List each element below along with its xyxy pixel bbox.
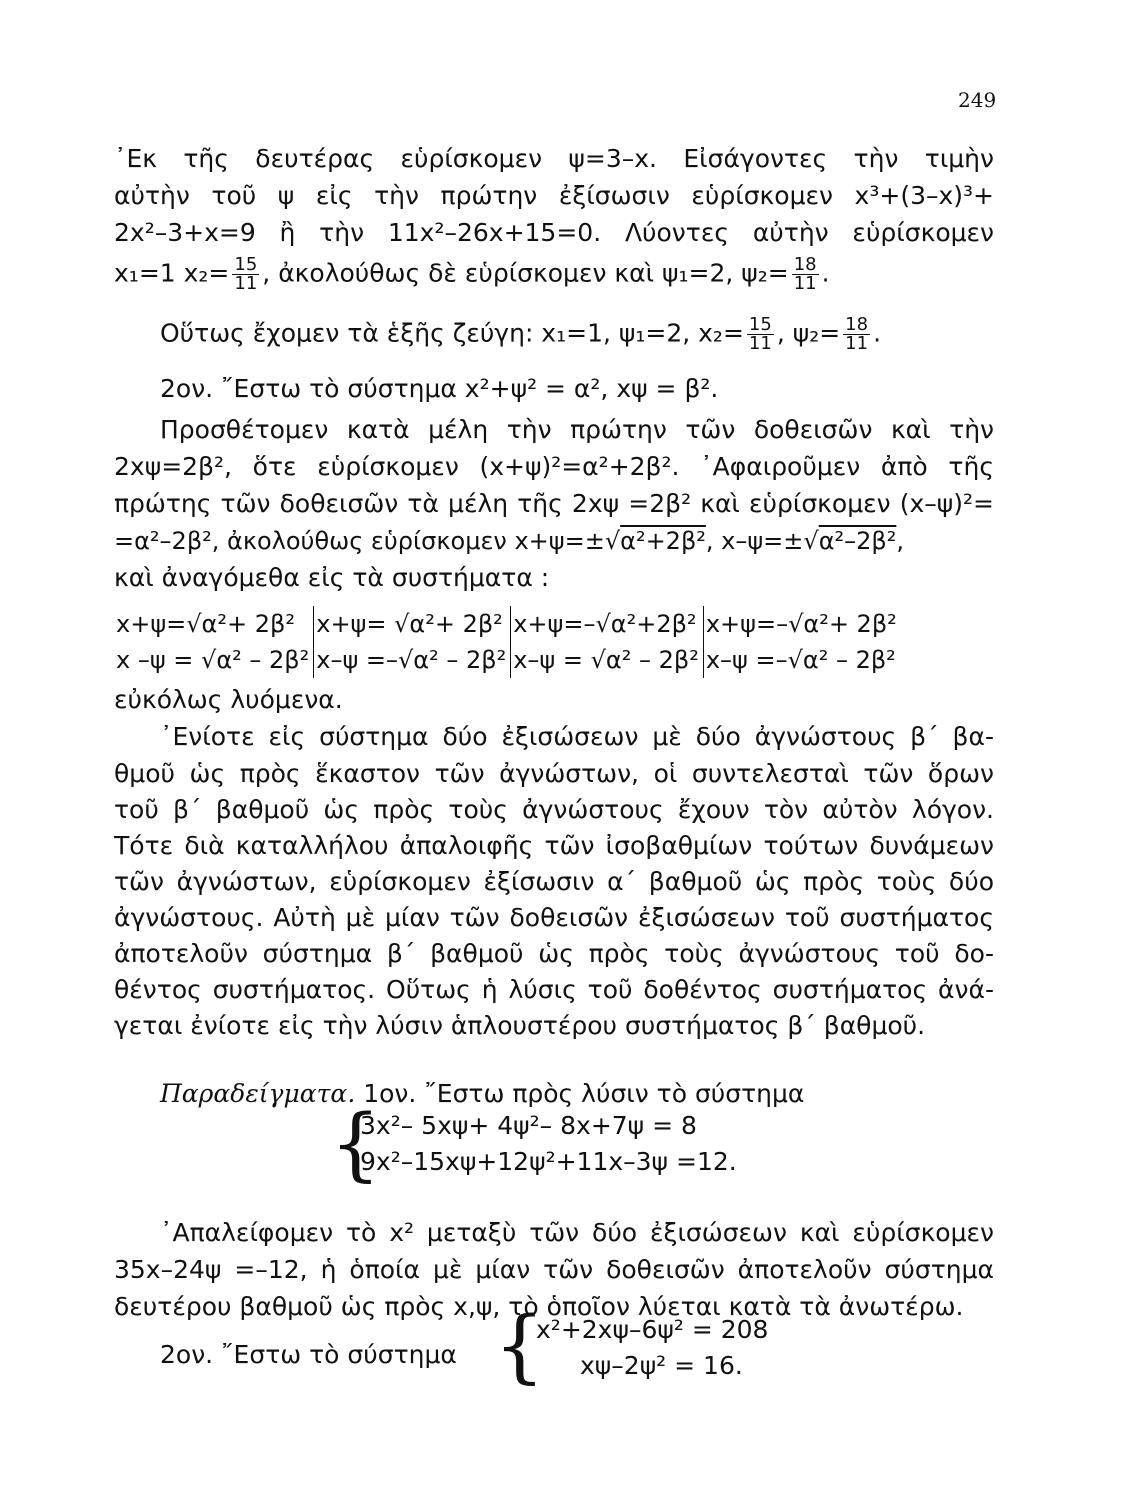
fraction — [232, 256, 259, 293]
system-cell: x+ψ=–√α²+ 2β² — [703, 606, 900, 642]
examples-heading — [160, 1077, 1040, 1111]
text-segment: , x–ψ=±√ — [705, 527, 819, 555]
solution-line — [114, 256, 994, 293]
text-line: ἀγνώστους. Αὐτὴ μὲ μίαν τῶν δοθεισῶν ἐξισώσεων τοῦ συστήματος — [114, 903, 994, 932]
system-cell: x–ψ =–√α² – 2β² — [314, 642, 511, 678]
left-brace-icon: { — [494, 1299, 545, 1392]
text-segment: 1ον. ῎Εστω πρὸς λύσιν τὸ σύστημα — [355, 1079, 805, 1108]
equation: x²+2xψ–6ψ² = 208 — [536, 1315, 769, 1344]
left-brace-icon: { — [330, 1097, 381, 1190]
fraction-denominator: 11 — [793, 273, 817, 294]
examples-label: Παραδείγματα. — [160, 1079, 356, 1108]
fraction-denominator: 11 — [845, 333, 869, 354]
system-cell: x+ψ=–√α²+2β² — [511, 606, 704, 642]
text-line: 2xψ=2β², ὅτε εὑρίσκομεν (x+ψ)²=α²+2β². ᾽Αφαιροῦμεν ἀπὸ τῆς — [114, 452, 994, 481]
equation: 3x²– 5xψ+ 4ψ²– 8x+7ψ = 8 — [360, 1111, 697, 1140]
text-segment: . — [873, 318, 882, 348]
text-line: γεται ἐνίοτε εἰς τὴν λύσιν ἁπλουστέρου συστήματος β΄ βαθμοῦ. — [114, 1011, 926, 1040]
system-cell: x–ψ = √α² – 2β² — [511, 642, 704, 678]
system-cell: x –ψ = √α² – 2β² — [116, 646, 310, 674]
text-line: θμοῦ ὡς πρὸς ἕκαστον τῶν ἀγνώστων, οἱ συντελεσταὶ τῶν ὅρων — [114, 759, 994, 788]
fraction — [747, 316, 774, 353]
fraction-denominator: 11 — [234, 273, 258, 294]
systems-row — [114, 606, 901, 642]
fraction-denominator: 11 — [748, 333, 772, 354]
text-line: δευτέρου βαθμοῦ ὡς πρὸς x,ψ, τὸ ὁποῖον λύεται κατὰ τὰ ἀνωτέρω. — [114, 1292, 964, 1321]
example-two-label: 2ον. ῎Εστω τὸ σύστημα — [160, 1340, 457, 1369]
case-two-heading: 2ον. ῎Εστω τὸ σύστημα x²+ψ² = α², xψ = β². — [160, 374, 719, 403]
text-line: 35x–24ψ =–12, ἡ ὁποία μὲ μίαν τῶν δοθεισῶν ἀποτελοῦν σύστημα — [114, 1255, 994, 1284]
text-segment: x₁=1 x₂= — [114, 258, 230, 288]
text-line: αὐτὴν τοῦ ψ εἰς τὴν πρώτην ἐξίσωσιν εὑρίσκομεν x³+(3–x)³+ — [114, 181, 994, 210]
radicand: α²+2β² — [620, 527, 706, 555]
text-line: πρώτης τῶν δοθεισῶν τὰ μέλη τῆς 2xψ =2β² καὶ εὑρίσκομεν (x–ψ)²= — [114, 489, 994, 518]
systems-row — [114, 642, 901, 678]
system-cell: x+ψ=√α²+ 2β² — [116, 610, 295, 638]
text-segment: , ἀκολούθως δὲ εὑρίσκομεν καὶ ψ₁=2, ψ₂= — [262, 258, 789, 288]
text-line: 2x²–3+x=9 ἢ τὴν 11x²–26x+15=0. Λύοντες αὐτὴν εὑρίσκομεν — [114, 218, 994, 247]
system-cell: x+ψ= √α²+ 2β² — [314, 606, 511, 642]
text-line: ᾽Εκ τῆς δευτέρας εὑρίσκομεν ψ=3–x. Εἰσάγοντες τὴν τιμὴν — [114, 144, 994, 173]
text-line: ἀποτελοῦν σύστημα β΄ βαθμοῦ ὡς πρὸς τοὺς ἀγνώστους τοῦ δο- — [114, 939, 994, 968]
text-line: Τότε διὰ καταλλήλου ἀπαλοιφῆς τῶν ἰσοβαθμίων τούτων δυνάμεων — [114, 831, 994, 860]
text-segment: Οὕτως ἔχομεν τὰ ἑξῆς ζεύγη: x₁=1, ψ₁=2, x₂= — [160, 318, 744, 348]
system-cell: x–ψ =–√α² – 2β² — [703, 642, 900, 678]
pairs-line — [160, 316, 1000, 353]
fraction-numerator: 18 — [793, 254, 817, 275]
equation: 9x²–15xψ+12ψ²+11x–3ψ =12. — [360, 1147, 737, 1176]
radicand: α²–2β² — [818, 527, 897, 555]
text-line: τοῦ β΄ βαθμοῦ ὡς πρὸς τοὺς ἀγνώστους ἔχουν τὸν αὐτὸν λόγον. — [114, 795, 994, 824]
fraction-numerator: 15 — [234, 254, 258, 275]
fraction — [792, 256, 819, 293]
text-line: ᾽Ενίοτε εἰς σύστημα δύο ἐξισώσεων μὲ δύο ἀγνώστους β΄ βα- — [160, 722, 994, 751]
equation-system — [536, 1312, 768, 1384]
text-line: θέντος συστήματος. Οὕτως ἡ λύσις τοῦ δοθέντος συστήματος ἀνά- — [114, 975, 994, 1004]
fraction — [843, 316, 870, 353]
fraction-numerator: 18 — [845, 314, 869, 335]
text-line: Προσθέτομεν κατὰ μέλη τὴν πρώτην τῶν δοθεισῶν καὶ τὴν — [160, 415, 994, 444]
systems-table — [114, 606, 901, 678]
text-line: εὐκόλως λυόμενα. — [114, 685, 343, 714]
equation: xψ–2ψ² = 16. — [580, 1351, 743, 1380]
fraction-numerator: 15 — [748, 314, 772, 335]
text-line: καὶ ἀναγόμεθα εἰς τὰ συστήματα : — [114, 563, 550, 592]
page-number: 249 — [958, 88, 997, 112]
text-segment: . — [821, 258, 830, 288]
text-segment: , ψ₂= — [776, 318, 841, 348]
text-segment: , — [896, 527, 904, 555]
equation-system — [360, 1108, 737, 1180]
roots-line — [114, 524, 994, 558]
text-line: τῶν ἀγνώστων, εὑρίσκομεν ἐξίσωσιν α΄ βαθμοῦ ὡς πρὸς τοὺς δύο — [114, 867, 994, 896]
text-line: ᾽Απαλείφομεν τὸ x² μεταξὺ τῶν δύο ἐξισώσεων καὶ εὑρίσκομεν — [160, 1218, 994, 1247]
text-segment: =α²–2β², ἀκολούθως εὑρίσκομεν x+ψ=±√ — [114, 527, 621, 555]
